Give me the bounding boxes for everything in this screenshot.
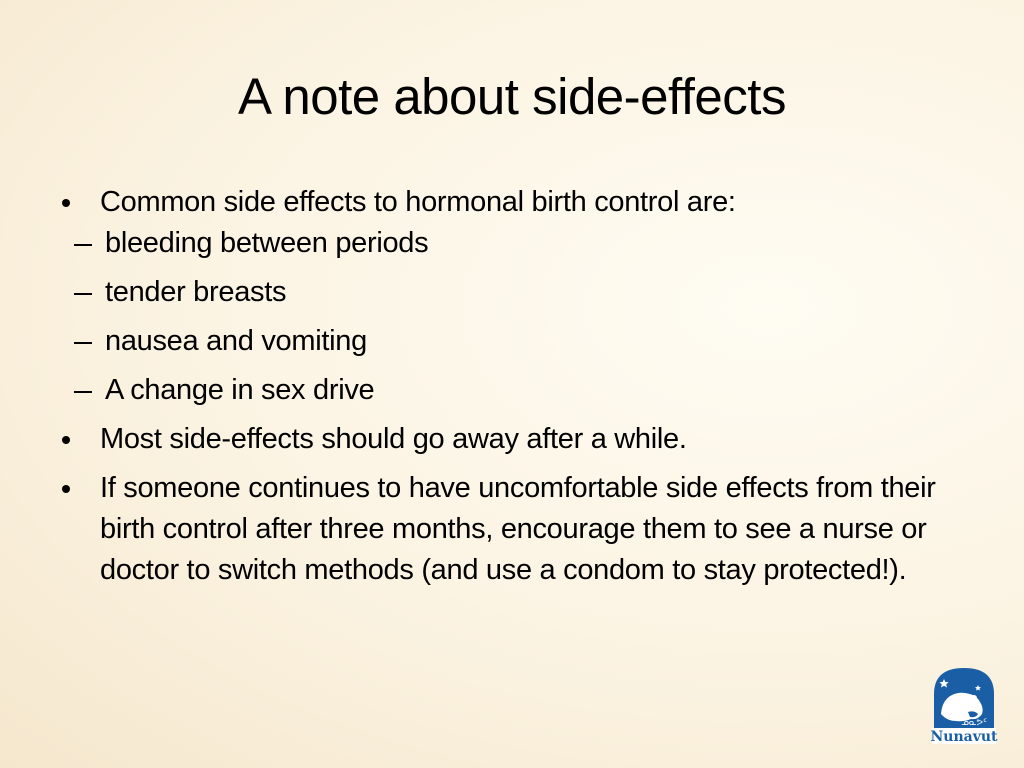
- bullet-text: Common side effects to hormonal birth control are:: [100, 186, 736, 218]
- dash-icon: [74, 342, 92, 344]
- sub-bullet-text: bleeding between periods: [105, 227, 429, 259]
- bullet-item: [60, 182, 970, 223]
- bullet-text: If someone continues to have uncomfortable side effects from their birth control after three months, encourage them to see a nurse or doctor to switch methods (and use a condom to stay protected!).: [100, 472, 936, 586]
- sub-bullet-item: [60, 272, 970, 313]
- bullet-item: [60, 468, 970, 591]
- sub-bullet-text: A change in sex drive: [105, 374, 375, 406]
- sub-bullet-item: [60, 223, 970, 264]
- nunavut-logo: [930, 664, 998, 744]
- bullet-item: [60, 419, 970, 460]
- bullet-text: Most side-effects should go away after a while.: [100, 423, 687, 455]
- bullet-list: [60, 182, 970, 599]
- logo-syllabics: ᓄᓇᕗᑦ: [961, 718, 987, 728]
- nunavut-logo-icon: [930, 664, 998, 744]
- dash-icon: [74, 293, 92, 295]
- sub-bullet-item: [60, 370, 970, 411]
- sub-bullet-text: nausea and vomiting: [105, 325, 367, 357]
- sub-bullet-text: tender breasts: [105, 276, 287, 308]
- logo-text: Nunavut: [930, 729, 998, 744]
- dash-icon: [74, 244, 92, 246]
- sub-bullet-item: [60, 321, 970, 362]
- dash-icon: [74, 391, 92, 393]
- sub-bullet-list: [60, 223, 970, 411]
- slide-title: A note about side-effects: [238, 68, 786, 125]
